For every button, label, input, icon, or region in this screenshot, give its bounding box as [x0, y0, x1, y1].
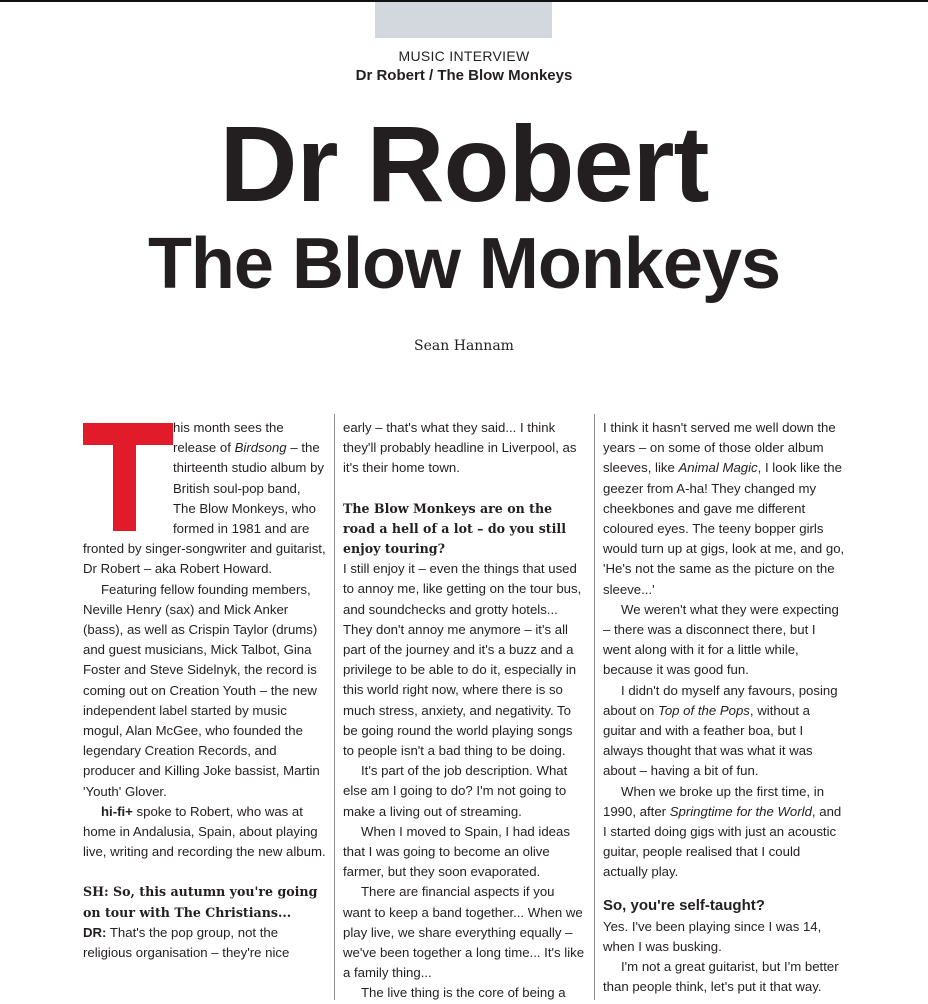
body-paragraph	[603, 681, 846, 782]
article-column-1	[83, 418, 326, 963]
body-text: I didn't do myself any favours, posing about on	[603, 682, 838, 718]
body-paragraph	[83, 802, 326, 863]
byline: Sean Hannam	[414, 338, 514, 354]
headline-main: Dr Robert	[219, 103, 709, 224]
column-divider	[334, 414, 335, 1000]
interview-answer: I still enjoy it – even the things that used to annoy me, like getting on the tour bus, and soundchecks and grotty hotels... They don't annoy me anymore – it's all part of the journey and it's a buzz and a privilege to be able to do it, especially in this world right now, where there is so much stress, anxiety, and negativity. To be going round the world playing songs to people isn't a bad thing to be doing.	[343, 561, 582, 759]
album-title: Animal Magic	[678, 460, 758, 476]
show-title: Top of the Pops	[658, 702, 750, 718]
drop-cap	[83, 423, 173, 535]
interview-question: The Blow Monkeys are on the road a hell of a lot – do you still enjoy touring?	[343, 500, 566, 557]
speaker-label: DR:	[83, 924, 107, 940]
headline-sub: The Blow Monkeys	[147, 224, 781, 304]
spacer	[343, 479, 586, 499]
intro-text-a: his month sees the release of	[173, 420, 284, 456]
body-paragraph: We weren't what they were expecting – there was a disconnect there, but I went along with it for a little while, because it was good fun.	[603, 601, 839, 678]
subject-label: Dr Robert / The Blow Monkeys	[355, 67, 573, 84]
body-text: When we broke up the first time, in 1990, after	[603, 783, 825, 819]
section-tab	[375, 2, 552, 38]
body-paragraph: The live thing is the core of being a	[361, 985, 566, 1001]
intro-text-b: – the thirteenth studio album by British soul-pop band, The Blow Monkeys, who formed in 1981 and are fronted by singer-songwriter and guitarist, Dr Robert – aka Robert Howard.	[83, 440, 326, 577]
answer-text: That's the pop group, not the religious organisation – they're nice	[83, 924, 290, 961]
article-column-3	[603, 418, 846, 997]
body-paragraph: Featuring fellow founding members, Neville Henry (sax) and Mick Anker (bass), as well as Crispin Taylor (drums) and guest musicians, Mick Talbot, Gina Foster and Steve Sidelnyk, the record is coming out on Creation Youth – the new independent label started by music mogul, Alan McGee, who founded the legendary Creation Records, and producer and Killing Joke bassist, Martin 'Youth' Glover.	[83, 581, 320, 799]
body-paragraph: early – that's what they said... I think they'll probably headline in Liverpool, as it's their home town.	[343, 420, 577, 476]
spacer	[603, 883, 846, 895]
interview-question: So, you're self-taught?	[603, 896, 765, 914]
body-paragraph: When I moved to Spain, I had ideas that I was going to become an olive farmer, but they soon evaporated.	[343, 823, 570, 880]
body-text: , without a guitar and with a feather boa, but I always thought that was what it was about – having a bit of fun.	[603, 702, 813, 779]
album-title: Springtime for the World	[669, 803, 812, 819]
body-paragraph: There are financial aspects if you want to keep a band together... When we play live, we share everything equally – we've been together a long time... It's like a family thing...	[343, 884, 585, 981]
body-text: , I look like the geezer from A-ha! They changed my cheekbones and gave me different coloured eyes. The teeny bopper girls would turn up at gigs, look at me, and go, 'He's not the same as the picture on the sleeve...'	[603, 460, 845, 597]
interview-answer	[83, 923, 326, 963]
magazine-name: hi-fi+	[101, 803, 133, 819]
article-column-2	[343, 418, 586, 1004]
body-text: spoke to Robert, who was at home in Andalusia, Spain, about playing live, writing and recording the new album.	[83, 803, 326, 860]
body-paragraph: I'm not a great guitarist, but I'm better than people think, let's put it that way.	[603, 959, 839, 995]
body-paragraph	[603, 418, 846, 600]
column-divider	[594, 414, 595, 1000]
body-text: , and I started doing gigs with just an acoustic guitar, people realised that I could actually play.	[603, 803, 842, 880]
drop-cap-stem	[113, 423, 136, 531]
body-paragraph	[603, 782, 846, 883]
section-label: MUSIC INTERVIEW	[398, 48, 530, 64]
interview-answer: Yes. I've been playing since I was 14, when I was busking.	[603, 918, 822, 954]
album-title: Birdsong	[234, 440, 287, 456]
interview-question: SH: So, this autumn you're going on tour with The Christians...	[83, 884, 318, 920]
body-text: I think it hasn't served me well down the years – on some of those older album sleeves, like	[603, 420, 836, 476]
body-paragraph: It's part of the job description. What else am I going to do? I'm not going to make a living out of streaming.	[343, 763, 568, 819]
spacer	[83, 862, 326, 882]
